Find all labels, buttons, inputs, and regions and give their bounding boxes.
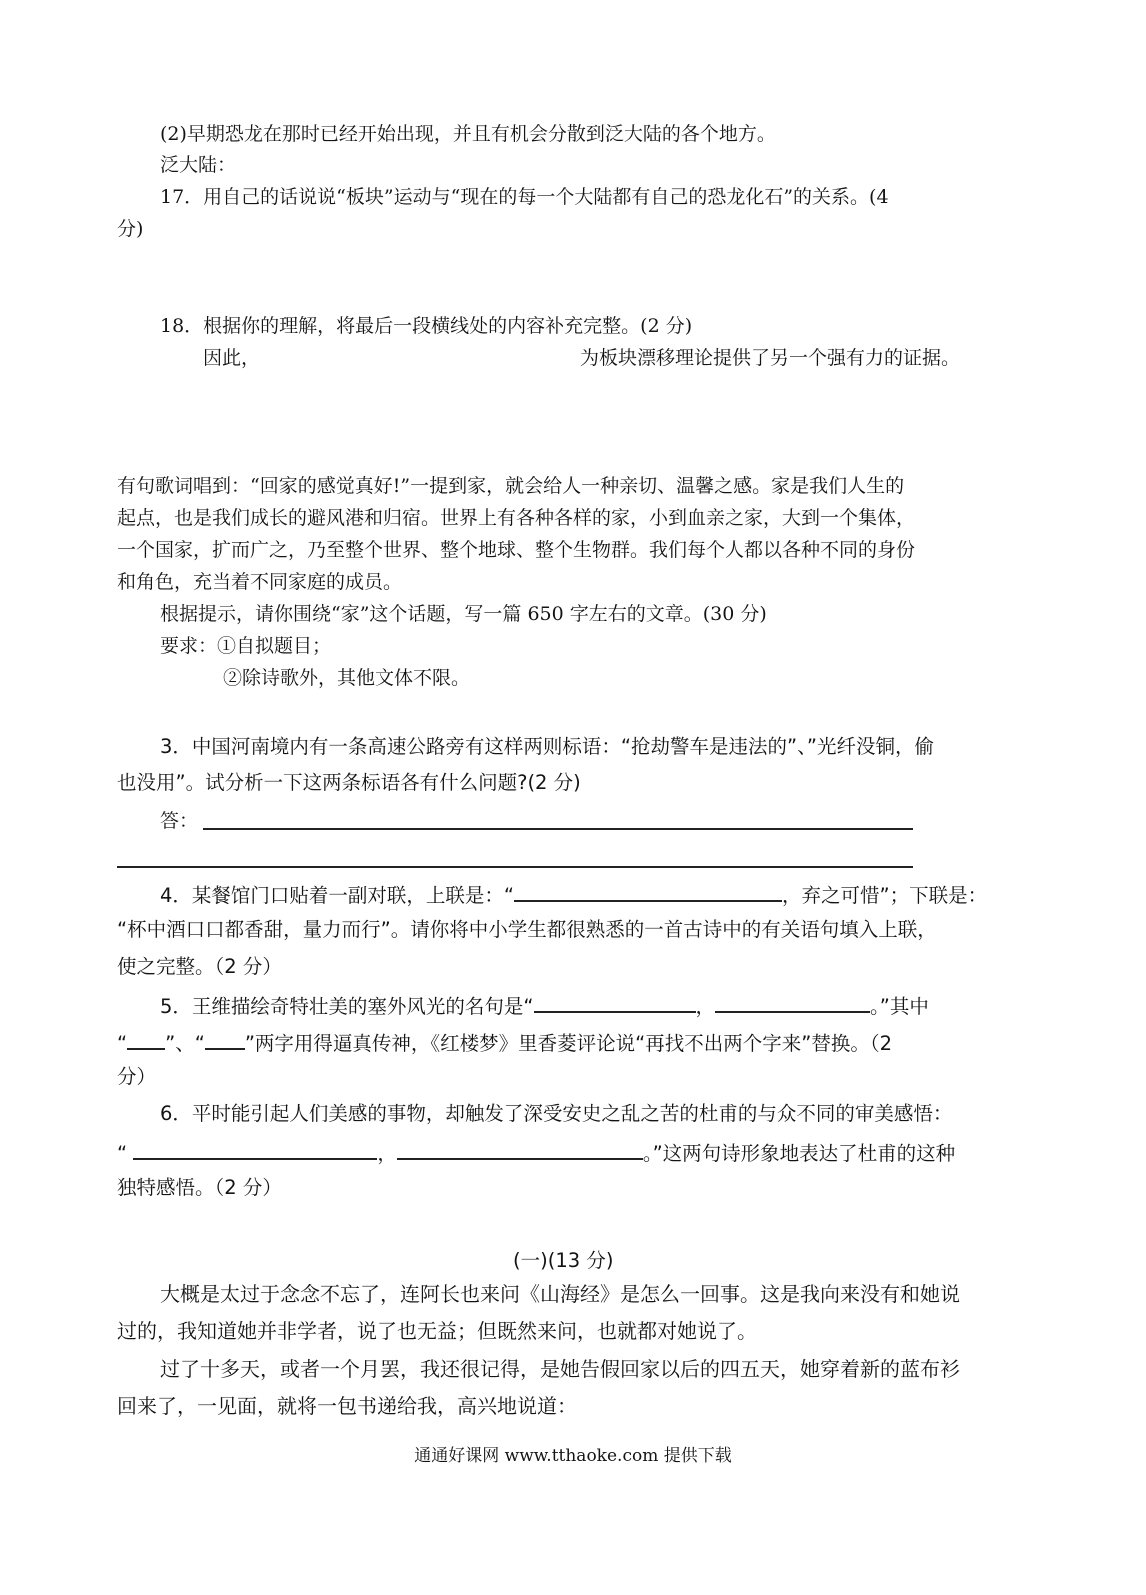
q5-open-quote: “	[117, 1032, 128, 1055]
q6-blank-2[interactable]	[397, 1138, 643, 1160]
q6-separator: ，	[377, 1142, 397, 1165]
q4-blank[interactable]	[514, 880, 782, 902]
q3-text-cont: 也没用”。试分析一下这两条标语各有什么问题?(2 分)	[117, 771, 581, 794]
q3-answer-label: 答：	[160, 810, 199, 832]
q5-text	[160, 991, 929, 1020]
essay-prompt-line: 有句歌词唱到：“回家的感觉真好!”一提到家，就会给人一种亲切、温馨之感。家是我们人生的	[117, 475, 905, 497]
q6-open-quote: “	[117, 1142, 128, 1165]
q5-blank-3[interactable]	[127, 1028, 165, 1050]
reading-paragraph-line: 回来了，一见面，就将一包书递给我，高兴地说道：	[117, 1394, 577, 1418]
reading-paragraph-line: 大概是太过于念念不忘了，连阿长也来问《山海经》是怎么一回事。这是我向来没有和她说	[160, 1282, 960, 1306]
q4-text-cont: “杯中酒口口都香甜，量力而行”。请你将中小学生都很熟悉的一首古诗中的有关语句填入上联，	[117, 918, 937, 941]
q18-prefix: 因此，	[203, 347, 261, 369]
q6-blank-1[interactable]	[133, 1138, 377, 1160]
essay-prompt-line: 一个国家，扩而广之，乃至整个世界、整个地球、整个生物群。我们每个人都以各种不同的身份	[117, 539, 916, 561]
q18-suffix: 为板块漂移理论提供了另一个强有力的证据。	[580, 347, 961, 369]
section-title: (一)(13 分)	[513, 1249, 614, 1272]
q5-blank-4[interactable]	[205, 1028, 245, 1050]
q16-item2-answer-label: 泛大陆：	[160, 154, 237, 176]
q5-text-cont	[117, 1028, 892, 1057]
q6-suffix: 。”这两句诗形象地表达了杜甫的这种	[642, 1142, 956, 1165]
q3-answer-line[interactable]	[203, 828, 913, 830]
q18-text: 18．根据你的理解，将最后一段横线处的内容补充完整。(2 分)	[160, 315, 693, 337]
q5-separator: ，	[695, 995, 716, 1018]
q5-blank-2[interactable]	[715, 991, 870, 1013]
q5-suffix: 。”其中	[870, 995, 929, 1018]
q5-text-cont: 分）	[117, 1065, 157, 1088]
q6-text-cont: 独特感悟。（2 分）	[117, 1176, 282, 1199]
essay-instruction: 根据提示，请你围绕“家”这个话题，写一篇 650 字左右的文章。(30 分)	[160, 603, 767, 625]
q3-answer-line[interactable]	[117, 866, 913, 868]
reading-paragraph-line: 过了十多天，或者一个月罢，我还很记得，是她告假回家以后的四五天，她穿着新的蓝布衫	[160, 1357, 960, 1381]
q5-blank-1[interactable]	[534, 991, 696, 1013]
q4-text	[160, 880, 987, 909]
q4-suffix: ，弃之可惜”；下联是：	[782, 884, 988, 907]
q5-prefix: 5．王维描绘奇特壮美的塞外风光的名句是“	[160, 995, 534, 1018]
essay-requirement: ②除诗歌外，其他文体不限。	[223, 667, 471, 689]
q16-item2: (2)早期恐龙在那时已经开始出现，并且有机会分散到泛大陆的各个地方。	[160, 123, 776, 145]
reading-paragraph-line: 过的，我知道她并非学者，说了也无益；但既然来问，也就都对她说了。	[117, 1319, 757, 1343]
q6-text: 6．平时能引起人们美感的事物，却触发了深受安史之乱之苦的杜甫的与众不同的审美感悟：	[160, 1102, 953, 1125]
q3-text: 3．中国河南境内有一条高速公路旁有这样两则标语：“抢劫警车是违法的”、”光纤没铜，偷	[160, 735, 934, 758]
essay-prompt-line: 和角色，充当着不同家庭的成员。	[117, 571, 403, 593]
essay-prompt-line: 起点，也是我们成长的避风港和归宿。世界上有各种各样的家，小到血亲之家，大到一个集体，	[117, 507, 916, 529]
q17-text: 17．用自己的话说说“板块”运动与“现在的每一个大陆都有自己的恐龙化石”的关系。(4	[160, 186, 889, 208]
q17-text-cont: 分)	[117, 218, 144, 240]
q4-text-cont: 使之完整。（2 分）	[117, 955, 282, 978]
q5-separator: ”、“	[165, 1032, 205, 1055]
essay-requirement: 要求：①自拟题目；	[160, 635, 332, 657]
page-footer: 通通好课网 www.tthaoke.com 提供下载	[414, 1446, 732, 1466]
q6-text-cont	[117, 1138, 955, 1167]
q5-suffix-2: ”两字用得逼真传神，《红楼梦》里香菱评论说“再找不出两个字来”替换。（2	[244, 1032, 893, 1055]
q4-prefix: 4．某餐馆门口贴着一副对联，上联是：“	[160, 884, 515, 907]
